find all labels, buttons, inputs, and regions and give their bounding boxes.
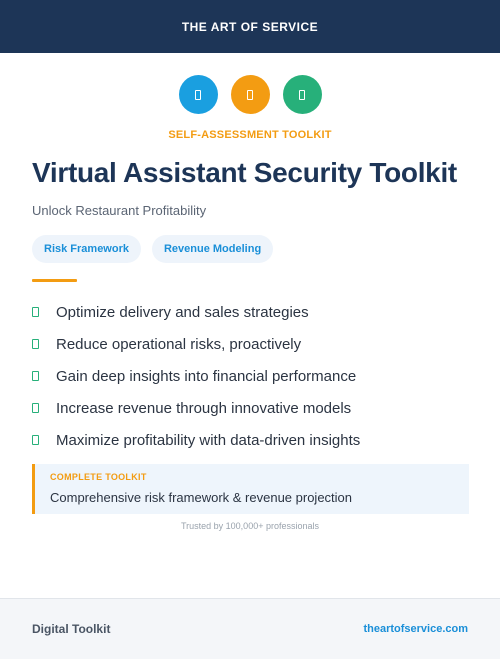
document-icon bbox=[179, 75, 218, 114]
list-item-text: Increase revenue through innovative models bbox=[56, 399, 352, 417]
trust-note: Trusted by 100,000+ professionals bbox=[180, 521, 319, 531]
footer-label: Digital Toolkit bbox=[32, 622, 111, 636]
check-icon bbox=[32, 435, 39, 445]
list-item bbox=[32, 424, 472, 456]
callout-text: Comprehensive risk framework & revenue projection bbox=[50, 490, 353, 505]
icon-row bbox=[0, 75, 500, 114]
header-bar bbox=[0, 0, 500, 53]
tag-risk-framework: Risk Framework bbox=[32, 235, 141, 263]
list-item-text: Gain deep insights into financial performance bbox=[56, 367, 357, 385]
check-icon bbox=[32, 371, 39, 381]
callout-label: COMPLETE TOOLKIT bbox=[50, 472, 147, 482]
tag-revenue-modeling: Revenue Modeling bbox=[152, 235, 273, 263]
check-icon bbox=[32, 403, 39, 413]
footer-bar bbox=[0, 598, 500, 659]
check-icon bbox=[32, 339, 39, 349]
list-item bbox=[32, 328, 472, 360]
list-item-text: Optimize delivery and sales strategies bbox=[56, 303, 309, 321]
chart-icon bbox=[231, 75, 270, 114]
page-title: Virtual Assistant Security Toolkit bbox=[32, 157, 457, 188]
benefit-list bbox=[32, 296, 472, 456]
list-item-text: Reduce operational risks, proactively bbox=[56, 335, 302, 353]
eyebrow-label: SELF-ASSESSMENT TOOLKIT bbox=[168, 129, 332, 141]
tag-list bbox=[32, 235, 273, 263]
footer-website-link[interactable]: theartofservice.com bbox=[363, 623, 468, 635]
page-subtitle: Unlock Restaurant Profitability bbox=[32, 203, 207, 218]
list-item bbox=[32, 360, 472, 392]
accent-divider bbox=[32, 279, 77, 282]
toolkit-callout bbox=[32, 464, 469, 514]
list-item-text: Maximize profitability with data-driven insights bbox=[56, 431, 361, 449]
list-item bbox=[32, 392, 472, 424]
check-icon bbox=[32, 307, 39, 317]
list-item bbox=[32, 296, 472, 328]
shield-icon bbox=[283, 75, 322, 114]
brand-title: THE ART OF SERVICE bbox=[181, 19, 319, 34]
